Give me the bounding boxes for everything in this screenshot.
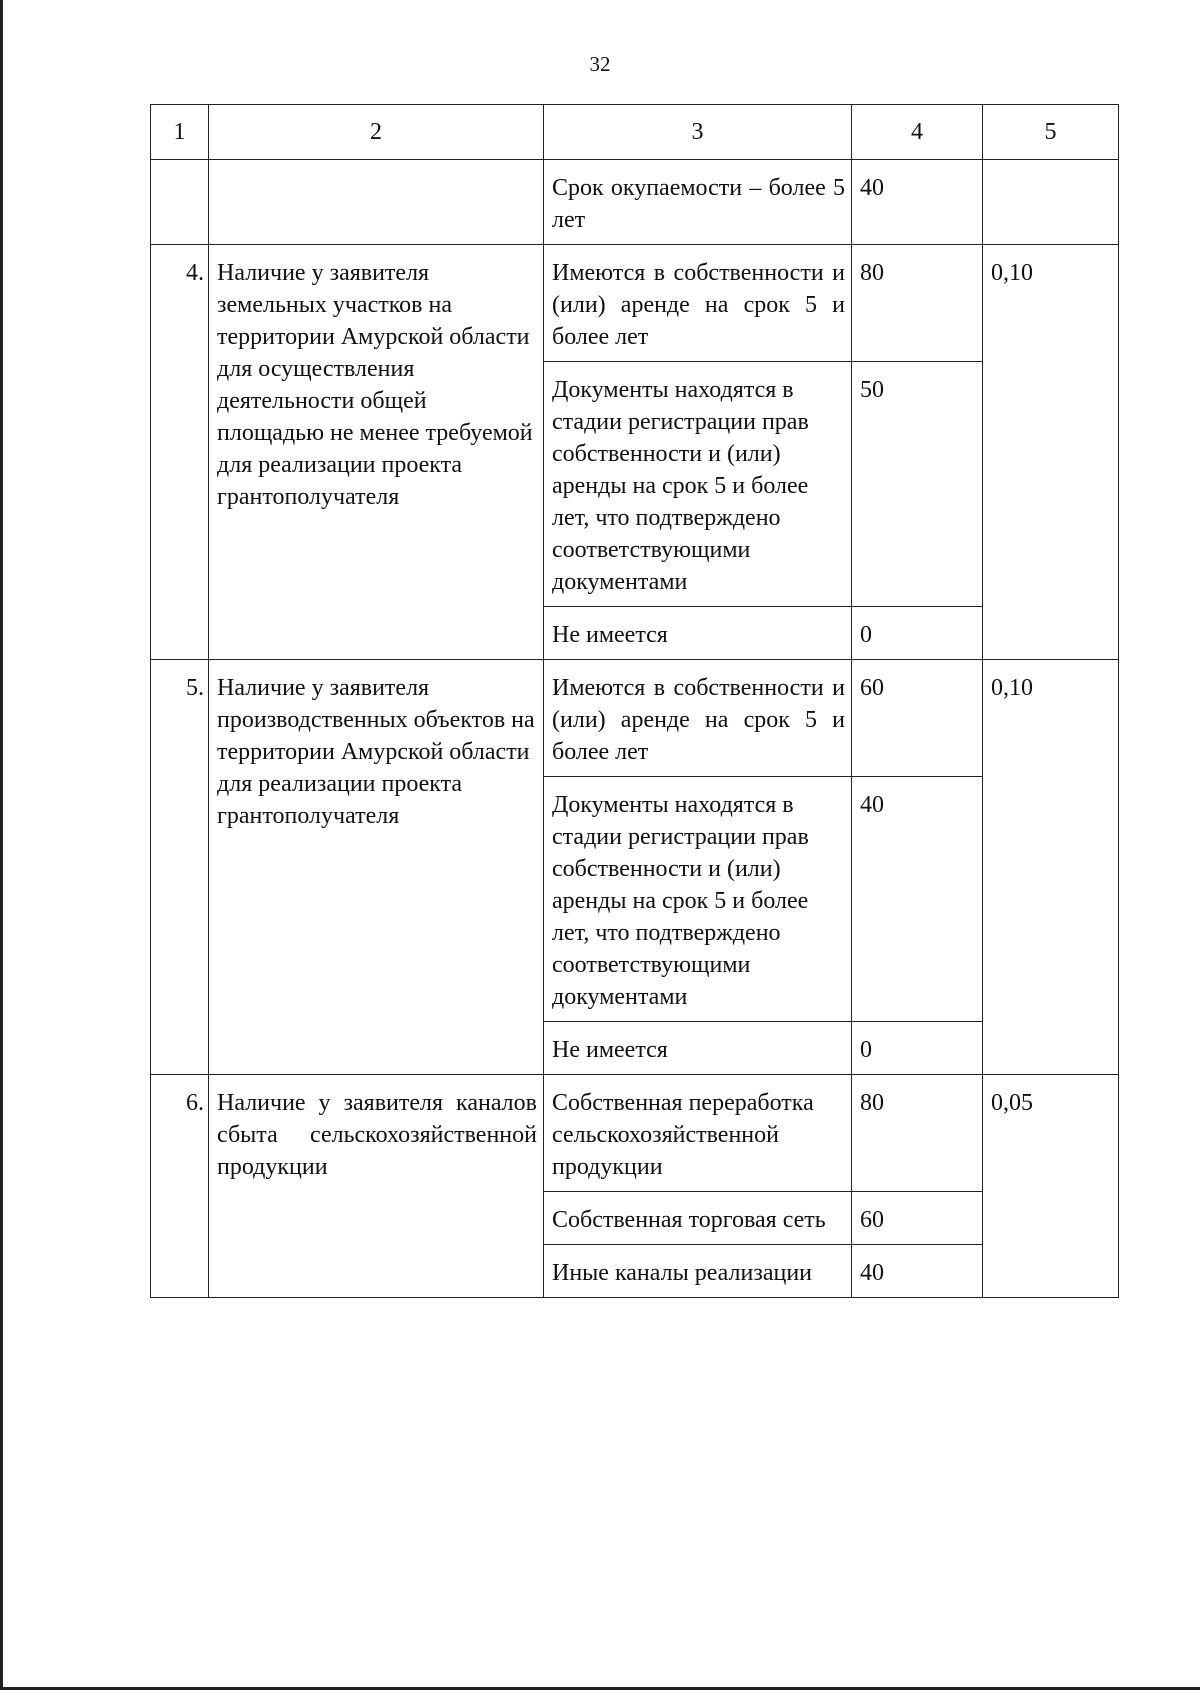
- column-header-3: 3: [544, 105, 852, 160]
- page-number: 32: [589, 52, 611, 76]
- option-score: 0: [852, 607, 983, 660]
- column-header-2: 2: [209, 105, 544, 160]
- option-score: 40: [852, 777, 983, 1022]
- option-score: 60: [852, 660, 983, 777]
- header-row: [151, 105, 1119, 160]
- column-header-1: 1: [151, 105, 209, 160]
- option-text: Срок окупаемости – более 5 лет: [544, 160, 852, 245]
- column-header-5: 5: [983, 105, 1119, 160]
- table-row: [151, 1075, 1119, 1192]
- option-text: Собственная переработка сельскохозяйственной продукции: [544, 1075, 852, 1192]
- table-row: [151, 660, 1119, 777]
- empty-cell: [983, 160, 1119, 245]
- column-header-4: 4: [852, 105, 983, 160]
- option-score: 50: [852, 362, 983, 607]
- criteria-table: [150, 104, 1119, 1298]
- continuation-row: [151, 160, 1119, 245]
- criterion-weight: 0,05: [983, 1075, 1119, 1298]
- option-text: Имеются в собственности и (или) аренде на срок 5 и более лет: [544, 660, 852, 777]
- scan-border-left: [0, 0, 3, 1690]
- option-text: Собственная торговая сеть: [544, 1192, 852, 1245]
- table-row: [151, 245, 1119, 362]
- criterion-name: Наличие у заявителя производственных объектов на территории Амурской области для реализации проекта грантополучателя: [209, 660, 544, 1075]
- criterion-number: 5.: [151, 660, 209, 1075]
- criterion-number: 6.: [151, 1075, 209, 1298]
- option-text: Не имеется: [544, 1022, 852, 1075]
- empty-cell: [209, 160, 544, 245]
- criterion-name: Наличие у заявителя каналов сбыта сельскохозяйственной продукции: [209, 1075, 544, 1298]
- option-score: 40: [852, 1245, 983, 1298]
- empty-cell: [151, 160, 209, 245]
- option-score: 40: [852, 160, 983, 245]
- option-text: Иные каналы реализации: [544, 1245, 852, 1298]
- option-text: Не имеется: [544, 607, 852, 660]
- option-text: Документы находятся в стадии регистрации прав собственности и (или) аренды на срок 5 и более лет, что подтверждено соответствующими документами: [544, 777, 852, 1022]
- criterion-number: 4.: [151, 245, 209, 660]
- option-score: 60: [852, 1192, 983, 1245]
- criterion-weight: 0,10: [983, 660, 1119, 1075]
- option-score: 80: [852, 1075, 983, 1192]
- criterion-weight: 0,10: [983, 245, 1119, 660]
- option-text: Документы находятся в стадии регистрации прав собственности и (или) аренды на срок 5 и более лет, что подтверждено соответствующими документами: [544, 362, 852, 607]
- criterion-name: Наличие у заявителя земельных участков на территории Амурской области для осуществления деятельности общей площадью не менее требуемой для реализации проекта грантополучателя: [209, 245, 544, 660]
- option-score: 80: [852, 245, 983, 362]
- option-score: 0: [852, 1022, 983, 1075]
- option-text: Имеются в собственности и (или) аренде на срок 5 и более лет: [544, 245, 852, 362]
